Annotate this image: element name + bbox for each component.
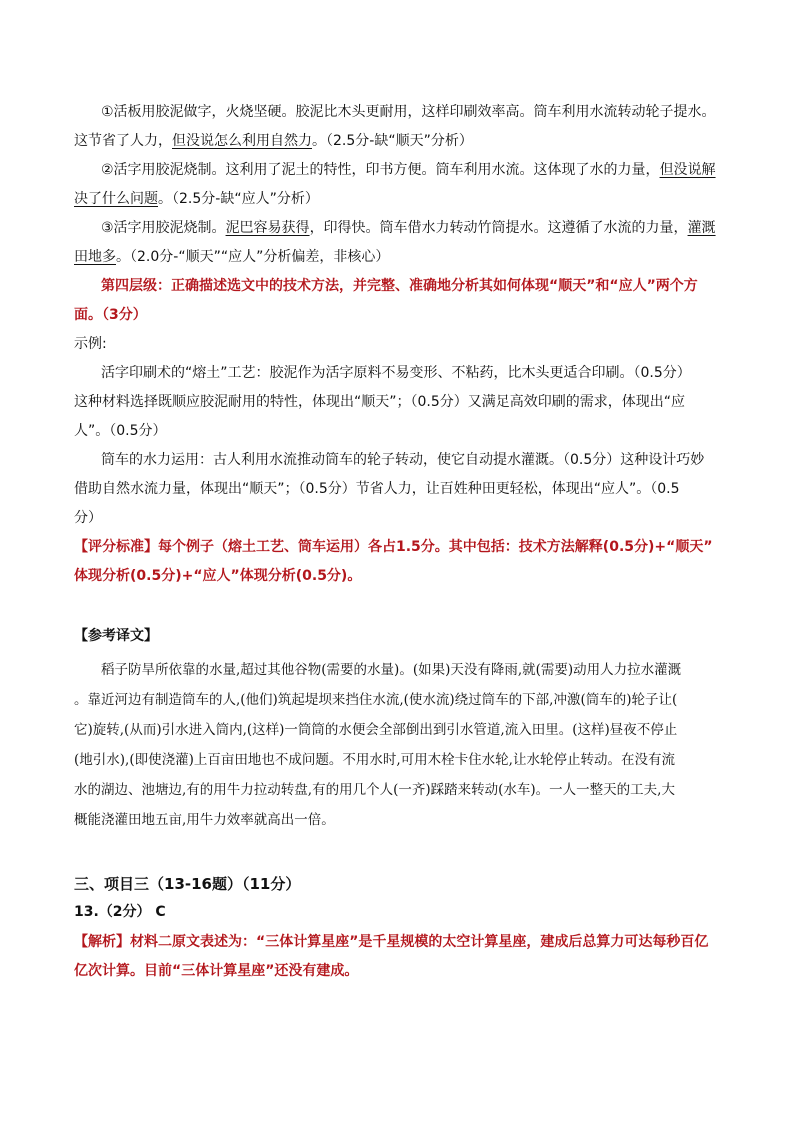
analysis-line-1: 【解析】材料二原文表述为：“三体计算星座”是千星规模的太空计算星座，建成后总算力可达每秒百亿 (74, 934, 709, 950)
answer-3-line-2 (74, 247, 389, 267)
question-13-answer: 13.（2分） C (74, 904, 166, 920)
criteria-line-2: 体现分析(0.5分)+“应人”体现分析(0.5分)。 (74, 568, 362, 584)
answer-3-text-b: ，印得快。筒车借水力转动竹筒提水。这遵循了水流的力量， (309, 220, 688, 236)
translation-line-5: 水的湖边、池塘边,有的用牛力拉动转盘,有的用几个人(一齐)踩踏来转动(水车)。一人一整天的工夫,大 (74, 782, 675, 798)
answer-3-text-a: ③活字用胶泥烧制。 (101, 220, 226, 236)
level-4-line-2: 面。（3分） (74, 307, 147, 323)
translation-line-1: 稻子防旱所依靠的水量,超过其他谷物(需要的水量)。(如果)天没有降雨,就(需要)动用人力拉水灌溉 (101, 662, 682, 678)
answer-3-line-1 (101, 218, 716, 238)
answer-3-underlined-1: 泥巴容易获得 (225, 220, 310, 236)
answer-2-underlined-1: 但没说解 (659, 162, 716, 178)
answer-1-line-1: ①活板用胶泥做字，火烧坚硬。胶泥比木头更耐用，这样印刷效率高。筒车利用水流转动轮子提水。 (101, 104, 716, 120)
answer-2-line-2 (74, 189, 319, 209)
answer-2-underlined-2: 决了什么问题 (74, 191, 158, 207)
translation-line-6: 概能浇灌田地五亩,用牛力效率就高出一倍。 (74, 812, 335, 828)
answer-1-score: 。（2.5分-缺“顺天”分析） (312, 133, 473, 149)
level-4-line-1: 第四层级：正确描述选文中的技术方法，并完整、准确地分析其如何体现“顺天”和“应人”两个方 (101, 278, 698, 294)
translation-line-3: 它)旋转,(从而)引水进入筒内,(这样)一筒筒的水便会全部倒出到引水管道,流入田里。(这样)昼夜不停止 (74, 722, 678, 738)
section-3-heading: 三、项目三（13-16题）（11分） (74, 875, 301, 893)
example-1-line-2: 这种材料选择既顺应胶泥耐用的特性，体现出“顺天”；（0.5分）又满足高效印刷的需求，体现出“应 (74, 394, 686, 410)
example-2-line-1: 筒车的水力运用：古人利用水流推动筒车的轮子转动，使它自动提水灌溉。（0.5分）这种设计巧妙 (101, 452, 705, 468)
example-1-line-1: 活字印刷术的“熔土”工艺：胶泥作为活字原料不易变形、不粘药，比木头更适合印刷。（0.5分） (101, 365, 691, 381)
answer-2-line-1 (101, 160, 716, 180)
answer-3-underlined-2: 灌溉 (687, 220, 716, 236)
example-2-line-3: 分） (74, 510, 102, 526)
answer-1-line-2 (74, 131, 473, 151)
example-label: 示例: (74, 336, 107, 352)
analysis-line-2: 亿次计算。目前“三体计算星座”还没有建成。 (74, 963, 359, 979)
answer-2-text: ②活字用胶泥烧制。这利用了泥土的特性，印书方便。筒车利用水流。这体现了水的力量， (101, 162, 660, 178)
translation-heading: 【参考译文】 (74, 628, 158, 644)
translation-line-2: 。靠近河边有制造筒车的人,(他们)筑起堤坝来挡住水流,(使水流)绕过筒车的下部,冲激(筒车的)轮子让( (74, 692, 678, 708)
answer-3-score: 。（2.0分-“顺天”“应人”分析偏差，非核心） (116, 249, 390, 265)
criteria-line-1: 【评分标准】每个例子（熔土工艺、筒车运用）各占1.5分。其中包括：技术方法解释(0.5分)+“顺天” (74, 539, 713, 555)
answer-2-score: 。（2.5分-缺“应人”分析） (158, 191, 319, 207)
answer-3-underlined-3: 田地多 (74, 249, 116, 265)
answer-1-text: 这节省了人力， (74, 133, 172, 149)
translation-line-4: (地引水),(即使浇灌)上百亩田地也不成问题。不用水时,可用木栓卡住水轮,让水轮停止转动。在没有流 (74, 752, 675, 768)
example-2-line-2: 借助自然水流力量，体现出“顺天”；（0.5分）节省人力，让百姓种田更轻松，体现出“应人”。（0.5 (74, 481, 680, 497)
answer-1-underlined: 但没说怎么利用自然力 (172, 133, 312, 149)
example-1-line-3: 人”。（0.5分） (74, 423, 167, 439)
